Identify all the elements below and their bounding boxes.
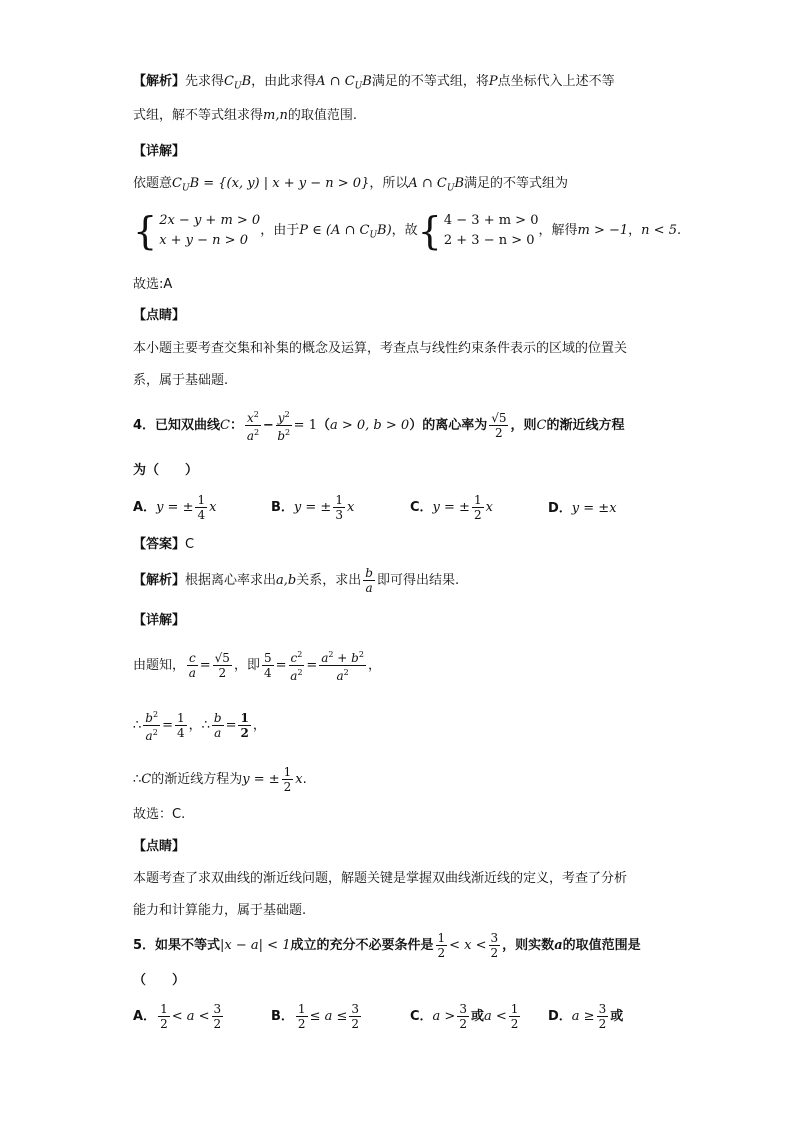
comment-line-1: 本小题主要考查交集和补集的概念及运算，考查点与线性约束条件表示的区域的位置关 — [133, 341, 628, 356]
detail-q4-line-1: 由题知， $\frac{c}{a}$ = $\frac{√5}{2}$ ，即 $\frac{5}{4}$ = $\frac{c^2}{a^2}$ = $\frac{a^2 + b^2}{a^2}$ ， — [133, 650, 381, 683]
detail-line-1: 依题意$C_UB = \{(x$, y) | x + y − n > 0}，所以A ∩ $C_UB$满足的不等式组为 — [133, 176, 569, 194]
analysis-tag: 【解析】 — [133, 74, 186, 89]
detail-line-2: { 2x − y + m > 0 x + y − n > 0 ，由于P ∈ (A ∩ $C_UB$)，故{ 4 − 3 + m > 0 2 + 3 − n > 0 ，解得m > −1，n < 5. — [133, 208, 682, 253]
option-5c[interactable]: C．a > $\frac{3}{2}$ 或a < $\frac{1}{2}$ — [410, 1002, 519, 1031]
question-5-stem: 5．如果不等式|x − a| < 1成立的充分不必要条件是 $\frac{1}{2}$ < x < $\frac{3}{2}$ ，则实数a的取值范围是 — [133, 931, 641, 960]
detail-q4-line-2: ∴ $\frac{b^2}{a^2}$ = $\frac{1}{4}$ ，∴ $\frac{b}{a}$ = $\frac{1}{2}$ ， — [133, 710, 266, 743]
analysis-line-1: 【解析】先求得$C_UB$，由此求得A ∩ $C_UB$满足的不等式组，将P点坐标代入上述不等 — [133, 74, 615, 92]
choose-line-q4: 故选：C. — [133, 807, 186, 822]
comment-line-2: 系，属于基础题. — [133, 373, 229, 388]
question-5-stem-line-2: （ ） — [133, 973, 186, 988]
analysis-line-2: 式组，解不等式组求得m,n的取值范围. — [133, 108, 357, 123]
formula-a-cap-cub: A ∩ $C_UB$ — [316, 74, 372, 92]
option-5b[interactable]: B． $\frac{1}{2}$ ≤ a ≤ $\frac{3}{2}$ — [271, 1002, 360, 1031]
left-brace-icon: { — [133, 208, 158, 253]
question-4-stem: 4．已知双曲线C： $\frac{x^2}{a^2}$ − $\frac{y^2}{b^2}$ = 1（a > 0, b > 0）的离心率为 $\frac{√5}{2}$ ，则C的渐近线方程 — [133, 410, 625, 443]
answer-value: C — [185, 537, 195, 552]
detail-tag-q4: 【详解】 — [133, 613, 186, 628]
option-5d[interactable]: D．a ≥ $\frac{3}{2}$ 或 — [548, 1002, 624, 1031]
option-4a[interactable]: A．y = ± $\frac{1}{4}$ x — [133, 493, 217, 522]
detail-q4-line-3: ∴C的渐近线方程为y = ± $\frac{1}{2}$ x. — [133, 765, 307, 794]
question-4-stem-line-2: 为（ ） — [133, 463, 199, 478]
option-4b[interactable]: B．y = ± $\frac{1}{3}$ x — [271, 493, 355, 522]
choose-line: 故选:A — [133, 277, 173, 292]
option-5a[interactable]: A． $\frac{1}{2}$ < a < $\frac{3}{2}$ — [133, 1002, 222, 1031]
comment-tag: 【点睛】 — [133, 308, 186, 323]
comment-tag-q4: 【点睛】 — [133, 839, 186, 854]
inequality-system-2: 4 − 3 + m > 0 2 + 3 − n > 0 — [443, 212, 539, 248]
option-4c[interactable]: C．y = ± $\frac{1}{2}$ x — [410, 493, 493, 522]
left-brace-icon: { — [417, 208, 442, 253]
comment-q4-line-1: 本题考查了求双曲线的渐近线问题，解题关键是掌握双曲线渐近线的定义，考查了分析 — [133, 871, 628, 886]
formula-cub: $C_UB$ — [224, 74, 252, 92]
detail-tag: 【详解】 — [133, 144, 186, 159]
inequality-system-1: 2x − y + m > 0 x + y − n > 0 — [159, 212, 261, 248]
option-4d[interactable]: D．y = ±x — [548, 501, 617, 516]
comment-q4-line-2: 能力和计算能力，属于基础题. — [133, 903, 307, 918]
analysis-line-q4: 【解析】根据离心率求出a,b关系，求出 $\frac{b}{a}$ 即可得出结果. — [133, 566, 460, 595]
answer-line: 【答案】C — [133, 537, 195, 552]
